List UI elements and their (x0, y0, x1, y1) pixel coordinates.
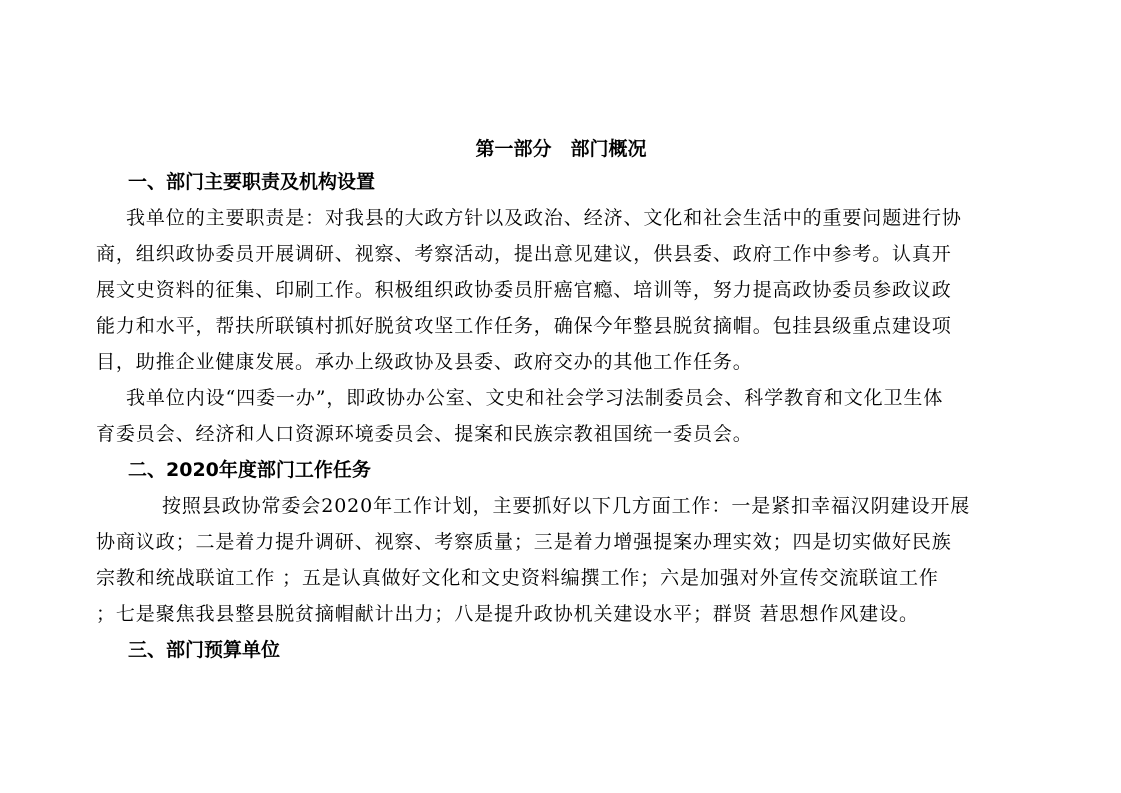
paragraph-line: 展文史资料的征集、印刷工作。积极组织政协委员肝癌官瘾、培训等，努力提高政协委员参政议政 (96, 279, 952, 301)
paragraph-line: 育委员会、经济和人口资源环境委员会、提案和民族宗教祖国统一委员会。 (96, 423, 753, 445)
paragraph-line: ；七是聚焦我县整县脱贫摘帽献计出力；八是提升政协机关建设水平；群贤 莙思想作风建设。 (96, 603, 919, 625)
section-heading-1: 一、部门主要职责及机构设置 (128, 171, 376, 193)
part-title: 第一部分 部门概况 (475, 138, 647, 160)
paragraph-line: 按照县政协常委会2020年工作计划，主要抓好以下几方面工作：一是紧扣幸福汉阴建设开展 (162, 495, 971, 517)
paragraph-work-tasks (96, 488, 1026, 632)
paragraph-main-duties (96, 200, 1026, 380)
paragraph-line: 我单位的主要职责是：对我县的大政方针以及政治、经济、文化和社会生活中的重要问题进行协 (126, 207, 962, 229)
section-heading-2: 二、2020年度部门工作任务 (128, 459, 371, 481)
paragraph-line: 能力和水平，帮扶所联镇村抓好脱贫攻坚工作任务，确保今年整县脱贫摘帽。包挂县级重点建设项 (96, 315, 952, 337)
paragraph-line: 协商议政；二是着力提升调研、视察、考察质量；三是着力增强提案办理实效；四是切实做好民族 (96, 531, 952, 553)
paragraph-internal-structure (96, 380, 1026, 452)
paragraph-line: 我单位内设“四委一办”，即政协办公室、文史和社会学习法制委员会、科学教育和文化卫生体 (126, 387, 944, 409)
paragraph-line: 宗教和统战联谊工作 ；五是认真做好文化和文史资料编撰工作；六是加强对外宣传交流联谊工作 (96, 567, 939, 589)
paragraph-line: 目，助推企业健康发展。承办上级政协及县委、政府交办的其他工作任务。 (96, 351, 753, 373)
paragraph-line: 商，组织政协委员开展调研、视察、考察活动，提出意见建议，供县委、政府工作中参考。认真开 (96, 243, 952, 265)
document-page (96, 134, 1026, 668)
section-heading-3: 三、部门预算单位 (128, 639, 281, 661)
